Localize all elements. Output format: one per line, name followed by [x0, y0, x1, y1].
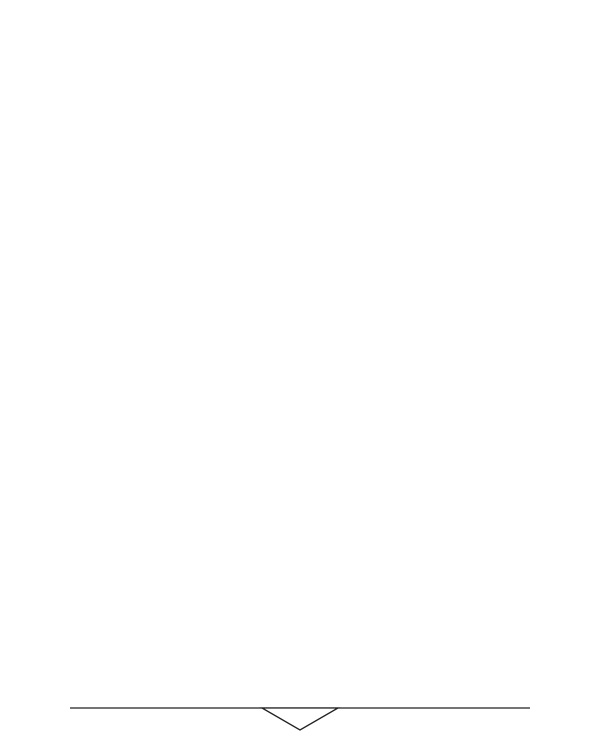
page-footer	[0, 704, 600, 734]
footer-ornament	[0, 704, 600, 734]
